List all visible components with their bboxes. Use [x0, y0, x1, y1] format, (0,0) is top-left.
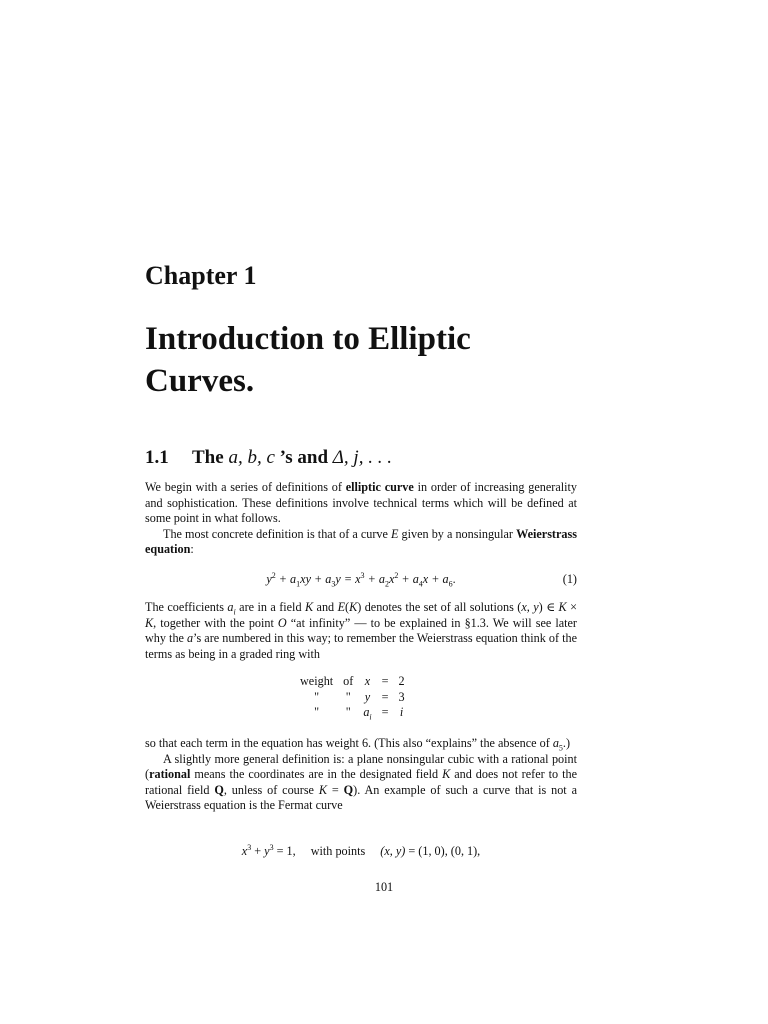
math-sub-5: 5: [558, 743, 563, 753]
eq-sub: 1: [296, 579, 301, 589]
paragraph-2: [145, 527, 577, 558]
eq-sub: 3: [331, 579, 336, 589]
section-heading-math-abc: a, b, c: [228, 447, 275, 468]
paragraph-1: [145, 480, 577, 527]
equation-body: [145, 570, 577, 588]
math-k: K: [318, 782, 327, 797]
para3-text: and: [313, 600, 338, 614]
eq-term: xy + a: [300, 572, 332, 586]
paragraph-3: [145, 600, 577, 662]
math-k: K: [304, 600, 314, 614]
weight-cell: ": [345, 705, 351, 720]
math-a-sub-i: $a_i$: [363, 705, 372, 722]
intro-text-block: [145, 480, 577, 558]
eq-sup: 3: [269, 842, 274, 852]
para5-text: ). An example of such a curve that is not a Weierstrass equation is the Fermat curve: [145, 782, 577, 813]
eq-term: +: [251, 844, 265, 858]
weight-cell: y: [364, 689, 371, 704]
eq-term: x: [241, 844, 248, 858]
para4-text: so that each term in the equation has weight 6. (This also “explains” the absence of: [145, 736, 553, 750]
paragraph-4: [145, 736, 577, 752]
para1-text-1: We begin with a series of definitions of: [145, 480, 346, 494]
math-e: E: [391, 526, 399, 541]
para2-text-1: The most concrete definition is that of a curve: [163, 526, 392, 541]
eq-sub: 6: [448, 579, 453, 589]
term-rational: rational: [149, 767, 191, 782]
eq-term: x + a: [422, 572, 449, 586]
eq-term: = (1, 0), (0, 1),: [405, 844, 481, 858]
section-heading-math-delta: Δ, j, . . .: [332, 447, 392, 468]
math-q: Q: [214, 782, 224, 797]
math-k: K: [349, 600, 358, 614]
eq-term: y = x: [335, 572, 361, 586]
math-a: a: [187, 631, 194, 646]
weierstrass-equation: [145, 570, 577, 588]
para5-text: means the coordinates are in the designated field: [190, 767, 443, 782]
math-sub-i: i: [369, 712, 372, 722]
weight-cell: x: [364, 674, 371, 688]
weight-row-y: [295, 690, 410, 706]
equation-number: (1): [562, 572, 577, 586]
eq-term: (x, y): [380, 844, 406, 858]
fermat-equation: [145, 842, 577, 860]
math-k: K: [558, 600, 567, 614]
section-number: 1.1: [145, 447, 169, 468]
eq-term: + a: [398, 572, 419, 586]
eq-sup: 3: [247, 842, 252, 852]
eq-term: x: [388, 572, 395, 586]
fermat-with-points: with points: [310, 844, 366, 858]
math-xy: x, y: [521, 600, 539, 614]
para5-text: and does not refer to the rational field: [145, 767, 578, 797]
weight-table: [295, 674, 410, 721]
eq-term: + a: [364, 572, 385, 586]
eq-sub: 4: [418, 579, 423, 589]
weight-cell: of: [343, 674, 354, 688]
weight-cell: =: [381, 705, 389, 720]
eq-sup: 2: [394, 570, 399, 580]
paragraph-5: [145, 752, 577, 814]
weight-cell: weight: [300, 674, 334, 688]
eq-term: .: [452, 572, 456, 586]
eq-sub: 2: [384, 579, 389, 589]
section-heading-mid: ’s and: [274, 447, 333, 468]
eq-sup: 3: [360, 570, 365, 580]
math-e: E: [337, 600, 346, 614]
para3-text: “at infinity” — to be explained in §1.3. We will see later why the: [145, 615, 577, 646]
math-k: K: [442, 767, 451, 782]
para5-text: , unless of course: [223, 782, 319, 797]
para3-text: ) ∈: [538, 600, 559, 614]
para3-text: ) denotes the set of all solutions (: [357, 600, 522, 614]
eq-term: y: [266, 572, 272, 586]
term-weierstrass-equation: Weierstrass equation: [145, 526, 577, 557]
weight-row-ai: [295, 705, 410, 721]
weight-row-x: [295, 674, 410, 690]
para3-text: (: [345, 600, 350, 614]
term-elliptic-curve: elliptic curve: [345, 480, 414, 494]
weight-cell: 2: [398, 674, 405, 688]
weight-cell: ": [314, 705, 320, 720]
math-k: K: [145, 615, 154, 630]
coefficients-text-block: [145, 600, 577, 662]
weight-cell: i: [399, 705, 404, 720]
math-sub-i: i: [233, 607, 236, 617]
math-q: Q: [343, 782, 354, 797]
eq-sup: 2: [271, 570, 276, 580]
para5-text: A slightly more general definition is: a plane nonsingular cubic with a rational point (: [145, 751, 577, 782]
para2-text-2: given by a nonsingular: [398, 526, 517, 541]
page-number: 101: [374, 880, 394, 894]
para1-text-2: in order of increasing generality and sophistication. These definitions involve technical terms which will be defined at some point in what follows.: [145, 480, 577, 526]
para3-text: , together with the point: [153, 615, 278, 630]
para5-text: =: [327, 782, 344, 797]
para4-text: .): [562, 736, 571, 750]
weight-cell: ": [314, 689, 320, 704]
fermat-points: [380, 844, 480, 858]
section-heading: [145, 445, 392, 471]
eq-term: + a: [275, 572, 297, 586]
weight-cell: 3: [398, 689, 405, 704]
para2-text-3: :: [190, 542, 194, 557]
eq-term: y: [264, 844, 270, 858]
para3-text: The coefficients: [145, 600, 228, 614]
chapter-label: Chapter 1: [145, 261, 257, 290]
weight-cell: =: [381, 689, 389, 704]
weight-cell-ai: [358, 705, 376, 721]
fermat-curve: [242, 844, 296, 858]
math-o: O: [277, 615, 287, 630]
para3-text: are in a field: [235, 600, 305, 614]
weight-text-block: [145, 736, 577, 814]
weight-cell: =: [381, 674, 389, 688]
section-heading-prefix: The: [192, 447, 229, 468]
para3-text: ×: [566, 600, 577, 614]
eq-term: = 1,: [273, 844, 296, 858]
weight-cell: ": [345, 689, 351, 704]
para3-text: ’s are numbered in this way; to remember the Weierstrass equation think of the terms as being in a graded ring with: [145, 631, 577, 661]
math-a: a: [552, 736, 559, 750]
chapter-title: Introduction to Elliptic Curves.: [145, 321, 471, 399]
math-a: a: [227, 600, 234, 614]
